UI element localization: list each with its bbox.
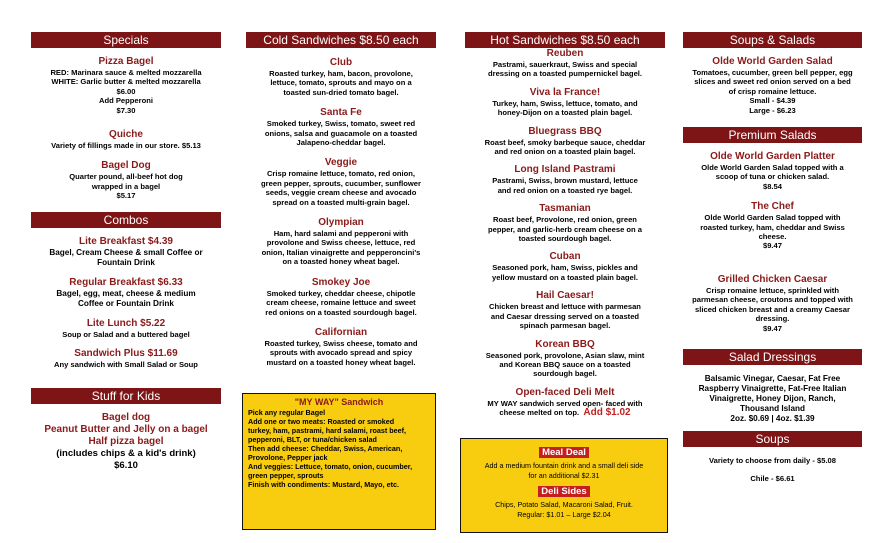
item-title: Olympian (318, 217, 364, 229)
item-desc: Bagel, egg, meat, cheese & medium (56, 288, 196, 298)
item-desc: mustard on a toasted honey wheat bagel. (266, 357, 416, 367)
item-desc: slices and sweet red onion served on a bed (694, 77, 851, 87)
item-title: Bluegrass BBQ (528, 125, 602, 137)
my-way-line: Finish with condiments: Mustard, Mayo, etc. (248, 480, 399, 489)
meal-deal-line: for an additional $2.31 (528, 470, 600, 480)
item-title: Viva la France! (529, 86, 601, 98)
dressing-line: Balsamic Vinegar, Caesar, Fat Free (704, 373, 841, 383)
item-title: Cuban (549, 251, 581, 263)
item-title: Club (329, 57, 353, 68)
dressings-header: Salad Dressings (683, 349, 862, 365)
item-desc: Olde World Garden Salad topped with (704, 213, 841, 223)
item-title: Lite Breakfast $4.39 (79, 235, 173, 247)
item-title: Pizza Bagel (98, 56, 154, 67)
dressings-list (683, 374, 862, 424)
item-desc: green pepper, sprouts, cucumber, sunflower (261, 178, 421, 188)
item-title: Korean BBQ (535, 338, 595, 350)
item-desc: spinach parmesan bagel. (519, 321, 611, 331)
column-specials (31, 32, 221, 472)
item-title: Sandwich Plus $11.69 (74, 348, 178, 360)
hot-header: Hot Sandwiches $8.50 each (465, 32, 665, 48)
specials-header: Specials (31, 32, 221, 48)
item-desc: cheese melted on top. (499, 408, 580, 418)
soup-line: Variety to choose from daily - $5.08 (708, 455, 837, 465)
item-desc: yellow mustard on a toasted plain bagel. (492, 272, 638, 282)
item-desc: dressing on a toasted pumpernickel bagel. (487, 69, 643, 79)
item-desc: parmesan cheese, croutons and topped with (692, 295, 853, 305)
item-title: Lite Lunch $5.22 (86, 317, 166, 329)
item-desc: cheese. (758, 232, 787, 242)
combos-header: Combos (31, 212, 221, 228)
menu-item (465, 251, 665, 282)
item-desc: wrapped in a bagel (91, 181, 161, 191)
item-desc: dressing. (755, 314, 790, 324)
my-way-box (242, 393, 436, 530)
deli-sides-line: Chips, Potato Salad, Macaroni Salad, Fruit. (495, 500, 633, 509)
item-price: $7.30 (116, 105, 136, 115)
menu-item (246, 157, 436, 207)
item-desc: Seasoned pork, ham, Swiss, pickles and (492, 263, 638, 273)
soup-line: Chile - $6.61 (750, 474, 795, 484)
menu-item (465, 126, 665, 157)
kids-header: Stuff for Kids (31, 388, 221, 404)
menu-item (246, 107, 436, 147)
item-price: $5.17 (116, 191, 136, 201)
menu-item (465, 339, 665, 379)
menu-item (246, 277, 436, 317)
my-way-line: Add one or two meats: Roasted or smoked (248, 417, 395, 426)
kids-item: Half pizza bagel (88, 436, 164, 448)
item-title: Olde World Garden Salad (712, 56, 833, 67)
item-desc: Pastrami, sauerkraut, Swiss and special (492, 60, 638, 69)
item-desc: sliced chicken breast and a creamy Caesar (695, 304, 850, 314)
item-desc: toasted sun-dried tomato bagel. (283, 87, 399, 97)
soups-list (683, 456, 862, 484)
item-price: $9.47 (762, 323, 782, 333)
item-title: Long Island Pastrami (514, 164, 616, 176)
menu-item (683, 151, 862, 191)
item-desc: lettuce, tomato, sprouts and mayo on a (270, 78, 412, 88)
item-desc: Turkey, ham, Swiss, lettuce, tomato, and (492, 98, 638, 108)
item-price: $8.54 (762, 181, 782, 191)
dressing-line: Thousand Island (739, 403, 806, 413)
item-desc: Quarter pound, all-beef hot dog (69, 172, 183, 182)
item-title: Quiche (109, 129, 143, 141)
item-title: Santa Fe (320, 107, 362, 119)
item-price: Add $1.02 (583, 407, 631, 419)
item-desc: Add Pepperoni (98, 96, 153, 106)
menu-item (465, 203, 665, 243)
item-title: Reuben (546, 48, 584, 59)
item-desc: Crisp romaine lettuce, sprinkled with (706, 285, 839, 295)
kids-item: Bagel dog (101, 412, 151, 424)
item-desc: WHITE: Garlic butter & melted mozzarella (51, 77, 201, 87)
item-price: Large - $6.23 (749, 105, 796, 115)
menu-item-bagel-dog (31, 160, 221, 200)
item-desc: scoop of tuna or chicken salad. (715, 172, 830, 182)
menu-item (246, 57, 436, 97)
item-desc: honey-Dijon on a toasted plain bagel. (497, 108, 633, 118)
item-price: $9.47 (762, 241, 782, 251)
item-title: Regular Breakfast $6.33 (69, 276, 183, 288)
my-way-title: "MY WAY" Sandwich (294, 397, 384, 407)
item-desc: Any sandwich with Small Salad or Soup (54, 360, 198, 370)
kids-note: (includes chips & a kid's drink) (56, 448, 196, 460)
column-soups-salads (683, 32, 862, 484)
item-title: Smokey Joe (311, 276, 371, 288)
item-desc: and red onion on a toasted rye bagel. (497, 185, 633, 195)
column-cold-sandwiches (246, 32, 436, 367)
my-way-line: green pepper, sprouts (248, 471, 324, 480)
item-title: Hail Caesar! (536, 290, 594, 302)
soups-header: Soups (683, 431, 862, 447)
kids-price: $6.10 (114, 460, 138, 472)
menu-item (465, 48, 665, 79)
item-desc: seeds, veggie cream cheese and avocado (265, 188, 417, 198)
menu-item-quiche (31, 129, 221, 150)
menu-item (465, 164, 665, 195)
menu-item-pizza-bagel (31, 56, 221, 115)
item-desc: Coffee or Fountain Drink (78, 298, 174, 308)
my-way-line: Then add cheese: Cheddar, Swiss, American, (248, 444, 403, 453)
deli-sides-title: Deli Sides (538, 486, 589, 497)
item-desc: sprouts with avocado spread and spicy (269, 348, 413, 358)
item-title: Grilled Chicken Caesar (717, 273, 828, 285)
menu-item (246, 217, 436, 267)
item-desc: Pastrami, Swiss, brown mustard, lettuce (492, 176, 638, 186)
menu-item (465, 87, 665, 118)
item-desc: Smoked turkey, cheddar cheese, chipotle (266, 288, 416, 298)
item-title: Veggie (324, 157, 358, 169)
my-way-line: And veggies: Lettuce, tomato, onion, cucumber, (248, 462, 413, 471)
item-desc: Roast beef, Provolone, red onion, green (493, 215, 637, 225)
item-price: Small - $4.39 (749, 96, 796, 106)
item-desc: Tomatoes, cucumber, green bell pepper, egg (692, 68, 853, 77)
item-desc: Roasted turkey, Swiss cheese, tomato and (264, 338, 418, 348)
item-desc: Smoked turkey, Swiss, tomato, sweet red (266, 119, 416, 129)
item-desc: on a toasted honey wheat bagel. (282, 257, 400, 267)
item-desc: provolone and Swiss cheese, lettuce, red (266, 238, 416, 248)
item-title: Open-faced Deli Melt (515, 386, 615, 398)
item-desc: and red onion on a toasted plain bagel. (494, 147, 636, 157)
dressing-prices: 2oz. $0.69 | 4oz. $1.39 (730, 413, 815, 423)
cold-header: Cold Sandwiches $8.50 each (246, 32, 436, 48)
item-desc: Olde World Garden Salad topped with a (701, 163, 844, 173)
combo-lite-lunch (31, 318, 221, 339)
menu-item-open-faced-deli-melt (465, 387, 665, 418)
menu-item (246, 327, 436, 367)
kids-menu (31, 412, 221, 472)
my-way-line: Pick any regular Bagel (248, 408, 326, 417)
item-desc: RED: Marinara sauce & melted mozzarella (50, 68, 202, 77)
item-desc: toasted sourdough bagel. (518, 234, 612, 244)
item-desc: and Caesar dressing served on a toasted (490, 311, 640, 321)
item-title: The Chef (751, 201, 794, 213)
meal-deal-line: Add a medium fountain drink and a small deli side (484, 461, 644, 470)
item-desc: of crisp romaine lettuce. (728, 86, 817, 96)
dressing-line: Vinaigrette, Honey Dijon, Ranch, (709, 393, 836, 403)
item-title: Bagel Dog (101, 160, 151, 172)
item-desc: Variety of fillings made in our store. $5.13 (51, 141, 201, 151)
item-title: Californian (314, 326, 368, 338)
menu-item (683, 201, 862, 251)
my-way-line: turkey, ham, pastrami, hard salami, roast beef, (248, 426, 407, 435)
item-desc: Jalapeno-cheddar bagel. (296, 138, 386, 148)
item-title: Tasmanian (539, 203, 591, 215)
item-desc: onion, Italian vinaigrette and pepperoncini's (261, 247, 421, 257)
meal-deal-title: Meal Deal (539, 447, 589, 458)
menu-item (465, 290, 665, 330)
item-desc: Crisp romaine lettuce, tomato, red onion, (266, 169, 416, 179)
combo-lite-breakfast (31, 236, 221, 268)
item-desc: red onions on a toasted sourdough bagel. (265, 307, 417, 317)
item-desc: Roast beef, smoky barbeque sauce, cheddar (484, 137, 646, 147)
meal-deal-box (460, 438, 668, 533)
deli-sides-prices: Regular: $1.01 – Large $2.04 (517, 509, 611, 519)
menu-item (683, 274, 862, 333)
column-hot-sandwiches (465, 32, 665, 418)
soups-salads-header: Soups & Salads (683, 32, 862, 48)
kids-item: Peanut Butter and Jelly on a bagel (44, 424, 208, 436)
item-desc: onions, salsa and guacamole on a toasted (264, 128, 418, 138)
item-desc: Chicken breast and lettuce with parmesan (489, 302, 641, 312)
item-desc: spread on a toasted multi-grain bagel. (272, 197, 410, 207)
premium-header: Premium Salads (683, 127, 862, 143)
item-desc: Ham, hard salami and pepperoni with (273, 229, 409, 239)
item-desc: pepper, and garlic-herb cream cheese on a (487, 224, 643, 234)
my-way-line: pepperoni, BLT, or tuna/chicken salad (248, 435, 377, 444)
item-desc: and Korean BBQ sauce on a toasted (499, 359, 631, 369)
item-desc: Bagel, Cream Cheese & small Coffee or (49, 247, 203, 257)
menu-item-garden-salad (683, 56, 862, 115)
item-desc: MY WAY sandwich served open- faced with (487, 398, 643, 408)
item-desc: Seasoned pork, provolone, Asian slaw, mint (485, 350, 645, 360)
item-desc: Soup or Salad and a buttered bagel (62, 329, 190, 339)
item-price: $6.00 (116, 86, 136, 96)
item-desc: cream cheese, romaine lettuce and sweet (266, 298, 416, 308)
item-desc: Fountain Drink (97, 257, 155, 267)
combo-sandwich-plus (31, 348, 221, 369)
item-desc: Roasted turkey, ham, bacon, provolone, (269, 69, 413, 78)
item-title: Olde World Garden Platter (710, 151, 835, 163)
dressing-line: Raspberry Vinaigrette, Fat-Free Italian (698, 383, 847, 393)
item-desc: sourdough bagel. (533, 369, 597, 379)
item-desc: roasted turkey, ham, cheddar and Swiss (700, 222, 845, 232)
my-way-line: Provolone, Pepper jack (248, 453, 328, 462)
combo-regular-breakfast (31, 277, 221, 309)
